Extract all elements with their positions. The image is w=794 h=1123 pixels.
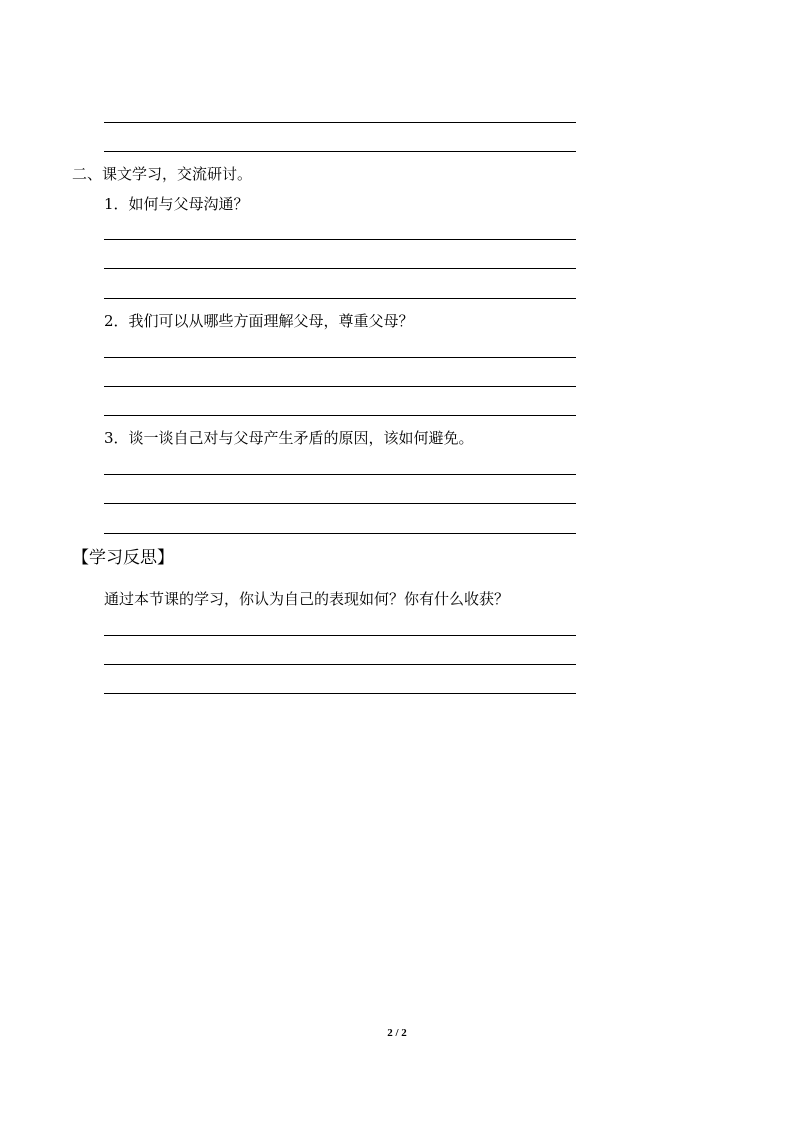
answer-line [104,415,576,416]
answer-line [104,664,576,665]
answer-line [104,268,576,269]
answer-line [104,386,576,387]
section-title: 二、课文学习，交流研讨。 [72,165,253,183]
answer-line [104,122,576,123]
reflection-prompt: 通过本节课的学习，你认为自己的表现如何？你有什么收获？ [104,590,510,608]
answer-line [104,298,576,299]
question-3: 3．谈一谈自己对与父母产生矛盾的原因，该如何避免。 [104,429,474,447]
answer-line [104,357,576,358]
answer-line [104,239,576,240]
question-2: 2．我们可以从哪些方面理解父母，尊重父母？ [104,312,414,330]
answer-line [104,693,576,694]
answer-line [104,503,576,504]
answer-line [104,635,576,636]
reflection-heading: 【学习反思】 [72,548,174,568]
answer-line [104,533,576,534]
answer-line [104,474,576,475]
answer-line [104,151,576,152]
page-number: 2 / 2 [387,1027,407,1039]
question-1: 1．如何与父母沟通？ [104,195,249,213]
